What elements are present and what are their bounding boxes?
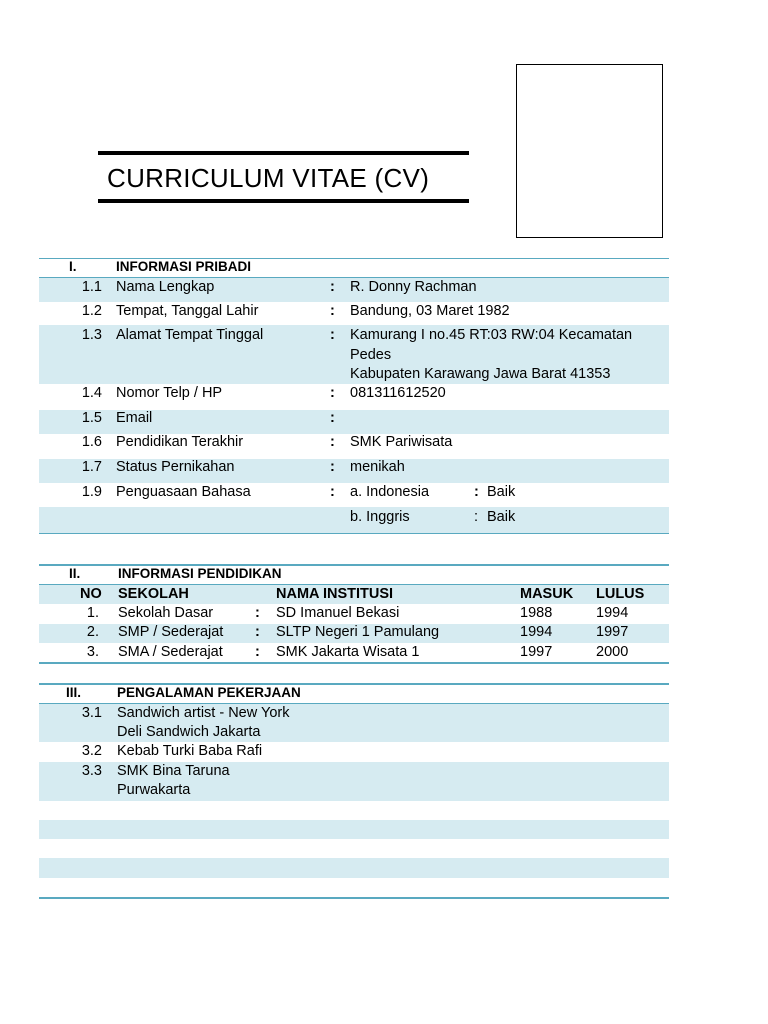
row-number: 1.: [86, 605, 99, 621]
job-text: Kebab Turki Baba Rafi: [117, 743, 263, 759]
job-text: Sandwich artist - New York: [117, 705, 290, 721]
field-value-line2: Pedes: [350, 347, 392, 363]
column-header-institution: NAMA INSTITUSI: [276, 586, 394, 602]
section-number: II.: [69, 566, 81, 581]
year-out: 1994: [596, 605, 629, 621]
field-value: Bandung, 03 Maret 1982: [350, 303, 510, 319]
institution-name: SMK Jakarta Wisata 1: [276, 644, 420, 660]
photo-placeholder: [516, 64, 663, 238]
row-number: 1.6: [81, 434, 102, 450]
field-label: Status Pernikahan: [116, 459, 235, 475]
language-level: Baik: [487, 484, 516, 500]
section-number: III.: [66, 685, 82, 700]
field-label: Tempat, Tanggal Lahir: [116, 303, 259, 319]
row-number: 1.1: [81, 279, 102, 295]
school-level: SMA / Sederajat: [118, 644, 223, 660]
school-level: SMP / Sederajat: [118, 624, 224, 640]
title-block: [98, 151, 469, 203]
section-heading: INFORMASI PRIBADI: [116, 259, 251, 274]
language-level: Baik: [487, 509, 516, 525]
language-name: b. Inggris: [350, 509, 410, 525]
page-title: CURRICULUM VITAE (CV): [107, 163, 430, 193]
row-number: 1.9: [81, 484, 102, 500]
row-number: 3.3: [81, 763, 102, 779]
year-out: 1997: [596, 624, 629, 640]
row-number: 3.2: [81, 743, 102, 759]
colon: :: [330, 484, 335, 500]
year-in: 1994: [520, 624, 553, 640]
section-number: I.: [69, 259, 77, 274]
colon: :: [330, 434, 335, 450]
job-text: SMK Bina Taruna: [117, 763, 230, 779]
row-number: 2.: [86, 624, 99, 640]
field-label: Penguasaan Bahasa: [116, 484, 251, 500]
institution-name: SD Imanuel Bekasi: [276, 605, 400, 621]
field-value: Kamurang I no.45 RT:03 RW:04 Kecamatan: [350, 327, 633, 343]
colon: :: [330, 303, 335, 319]
column-header-out: LULUS: [596, 586, 645, 602]
row-number: 1.7: [81, 459, 102, 475]
row-number: 3.: [86, 644, 99, 660]
year-in: 1988: [520, 605, 553, 621]
divider: [39, 897, 669, 899]
colon: :: [474, 509, 479, 525]
job-text-line2: Deli Sandwich Jakarta: [117, 724, 261, 740]
row-number: 1.2: [81, 303, 102, 319]
divider: [39, 662, 669, 664]
field-value: 081311612520: [350, 385, 446, 401]
year-out: 2000: [596, 644, 629, 660]
row-number: 1.3: [81, 327, 102, 343]
column-header-in: MASUK: [520, 586, 574, 602]
field-value: SMK Pariwisata: [350, 434, 453, 450]
row-band: [39, 820, 669, 839]
row-number: 1.4: [81, 385, 102, 401]
colon: :: [330, 385, 335, 401]
field-label: Pendidikan Terakhir: [116, 434, 244, 450]
field-label: Nomor Telp / HP: [116, 385, 223, 401]
row-number: 1.5: [81, 410, 102, 426]
field-value: menikah: [350, 459, 405, 475]
field-value: R. Donny Rachman: [350, 279, 477, 295]
field-label: Alamat Tempat Tinggal: [116, 327, 264, 343]
column-header-school: SEKOLAH: [118, 586, 189, 602]
column-header-no: NO: [80, 586, 102, 602]
divider: [39, 533, 669, 534]
section-heading: PENGALAMAN PEKERJAAN: [117, 685, 301, 700]
school-level: Sekolah Dasar: [118, 605, 214, 621]
colon: :: [255, 605, 260, 621]
year-in: 1997: [520, 644, 553, 660]
job-text-line2: Purwakarta: [117, 782, 191, 798]
colon: :: [255, 644, 260, 660]
colon: :: [474, 484, 479, 500]
field-label: Nama Lengkap: [116, 279, 215, 295]
row-band: [39, 858, 669, 878]
language-name: a. Indonesia: [350, 484, 430, 500]
colon: :: [330, 327, 335, 343]
colon: :: [330, 459, 335, 475]
colon: :: [255, 624, 260, 640]
institution-name: SLTP Negeri 1 Pamulang: [276, 624, 440, 640]
field-label: Email: [116, 410, 153, 426]
colon: :: [330, 410, 335, 426]
row-number: 3.1: [81, 705, 102, 721]
colon: :: [330, 279, 335, 295]
field-value-line3: Kabupaten Karawang Jawa Barat 41353: [350, 366, 611, 382]
section-heading: INFORMASI PENDIDIKAN: [118, 566, 282, 581]
